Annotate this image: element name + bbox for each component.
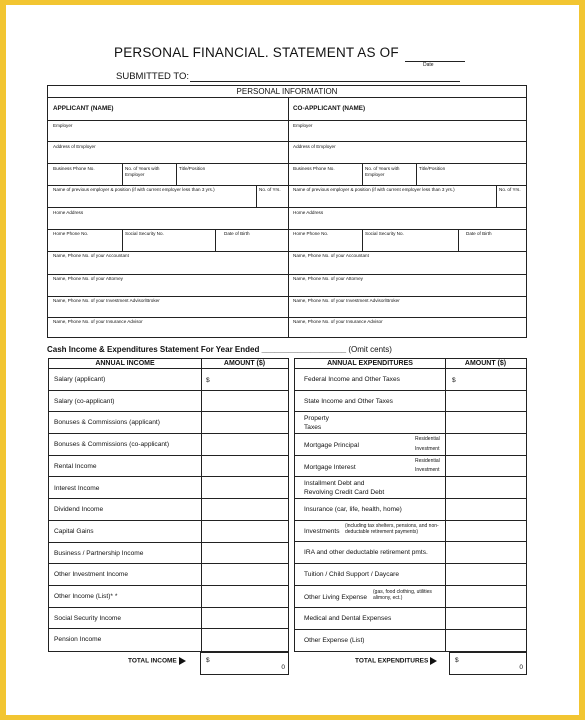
- employer-label: Employer: [53, 123, 73, 128]
- expense-row[interactable]: Other Expense (List): [304, 637, 365, 644]
- personal-information-table: [47, 85, 527, 338]
- co-dob-label: Date of Birth: [466, 231, 492, 236]
- date-label: Date: [423, 62, 434, 68]
- annual-expenditures-header: ANNUAL EXPENDITURES: [295, 359, 445, 369]
- insurance-label: Name, Phone No. of your Insurance Advisor: [53, 319, 143, 324]
- co-insurance-label: Name, Phone No. of your Insurance Advisor: [293, 319, 383, 324]
- income-row[interactable]: [49, 629, 288, 651]
- previous-employer-label: Name of previous employer & position (if with current employer less than 3 yrs.): [53, 187, 215, 192]
- arrow-right-icon: [430, 657, 437, 665]
- expense-row[interactable]: Installment Debt and Revolving Credit Card Debt: [295, 477, 526, 499]
- total-expenditures-value: 0: [519, 664, 523, 671]
- co-accountant-label: Name, Phone No. of your Accountant: [293, 253, 369, 258]
- attorney-label: Name, Phone No. of your Attorney: [53, 276, 123, 281]
- annual-expenditures-table: [294, 358, 527, 652]
- applicant-name-label: APPLICANT (NAME): [53, 105, 114, 112]
- income-row-label: Social Security Income: [54, 614, 122, 622]
- income-row-label: Interest Income: [54, 484, 100, 492]
- income-row[interactable]: [49, 543, 288, 565]
- co-advisor-label: Name, Phone No. of your Investment Advisor/Broker: [293, 298, 400, 303]
- personal-information-heading: PERSONAL INFORMATION: [48, 86, 526, 98]
- income-row-label: Salary (applicant): [54, 376, 106, 383]
- co-previous-employer-label: Name of previous employer & position (if with current employer less than 3 yrs.): [293, 187, 455, 192]
- income-row[interactable]: [49, 586, 288, 608]
- co-employer-label: Employer: [293, 123, 313, 128]
- co-no-of-yrs-label: No. of Yrs.: [499, 187, 521, 192]
- arrow-right-icon: [179, 657, 186, 665]
- income-amount-header: AMOUNT ($): [201, 359, 288, 369]
- employer-address-label: Address of Employer: [53, 144, 96, 149]
- expense-row[interactable]: Mortgage Principal Residential Investment: [295, 434, 526, 456]
- co-home-address-label: Home Address: [293, 210, 324, 215]
- income-row-label: Salary (co-applicant): [54, 397, 115, 405]
- expense-row[interactable]: Investments (including tax shelters, pensions, and non-deductable retirement payments): [295, 521, 526, 542]
- page-title: PERSONAL FINANCIAL. STATEMENT AS OF: [114, 45, 399, 60]
- expense-row[interactable]: IRA and other deductable retirement pmts.: [295, 542, 526, 564]
- income-row[interactable]: [49, 564, 288, 586]
- expenditure-amount-header: AMOUNT ($): [445, 359, 526, 369]
- expense-currency: $: [452, 377, 456, 384]
- income-row[interactable]: [49, 412, 288, 434]
- home-phone-label: Home Phone No.: [53, 231, 89, 236]
- coapplicant-name-label: CO-APPLICANT (NAME): [293, 105, 366, 112]
- co-title-position-label: Title/Position: [419, 166, 446, 171]
- annual-income-table: [48, 358, 289, 652]
- annual-income-header: ANNUAL INCOME: [49, 359, 201, 369]
- income-row-label: Dividend Income: [54, 506, 104, 514]
- business-phone-label: Business Phone No.: [53, 166, 95, 171]
- co-employer-address-label: Address of Employer: [293, 144, 336, 149]
- co-business-phone-label: Business Phone No.: [293, 166, 335, 171]
- total-income-value: 0: [281, 664, 285, 671]
- income-row[interactable]: [49, 369, 288, 391]
- total-income-currency: $: [206, 657, 210, 664]
- income-currency: $: [206, 377, 210, 384]
- home-address-label: Home Address: [53, 210, 84, 215]
- income-row[interactable]: [49, 391, 288, 413]
- submitted-to-label: SUBMITTED TO:: [116, 71, 190, 82]
- income-row-label: Bonuses & Commissions (applicant): [54, 419, 160, 427]
- total-expenditures-label: TOTAL EXPENDITURES: [355, 657, 437, 665]
- accountant-label: Name, Phone No. of your Accountant: [53, 253, 129, 258]
- income-row-label: Business / Partnership Income: [54, 549, 144, 557]
- income-row-label: Other Income (List)* *: [54, 593, 118, 600]
- cash-statement-heading: [47, 345, 392, 354]
- total-income-field[interactable]: [200, 652, 289, 675]
- co-attorney-label: Name, Phone No. of your Attorney: [293, 276, 363, 281]
- advisor-label: Name, Phone No. of your Investment Advisor/Broker: [53, 298, 160, 303]
- income-row[interactable]: [49, 521, 288, 543]
- co-ssn-label: Social Security No.: [365, 231, 404, 236]
- expense-row[interactable]: Other Living Expense (gas, food clothing, utilities alimony, ect.): [295, 586, 526, 608]
- no-of-yrs-label: No. of Yrs.: [259, 187, 281, 192]
- years-with-employer-label: No. of Years with Employer: [125, 166, 160, 177]
- ssn-label: Social Security No.: [125, 231, 164, 236]
- total-expenditures-field[interactable]: [449, 652, 527, 675]
- income-row-label: Other Investment Income: [54, 571, 129, 579]
- income-row-label: Bonuses & Commissions (co-applicant): [54, 441, 170, 449]
- expense-row[interactable]: Federal Income and Other Taxes $: [295, 369, 526, 391]
- income-row[interactable]: [49, 434, 288, 456]
- date-line[interactable]: [405, 61, 465, 62]
- expense-row[interactable]: Tuition / Child Support / Daycare: [295, 564, 526, 586]
- expense-row[interactable]: Medical and Dental Expenses: [295, 608, 526, 630]
- submitted-to-line[interactable]: [190, 81, 460, 82]
- income-row-label: Pension Income: [54, 636, 102, 644]
- expense-row[interactable]: State Income and Other Taxes: [295, 391, 526, 412]
- income-row[interactable]: [49, 499, 288, 521]
- total-income-label: TOTAL INCOME: [128, 657, 186, 665]
- omit-cents-label: (Omit cents): [348, 345, 392, 354]
- income-row[interactable]: [49, 608, 288, 630]
- income-row[interactable]: [49, 456, 288, 478]
- income-row-label: Capital Gains: [54, 527, 94, 535]
- income-row-label: Rental Income: [54, 462, 97, 470]
- expense-row[interactable]: Insurance (car, life, health, home): [295, 499, 526, 521]
- expense-row[interactable]: Property Taxes: [295, 412, 526, 434]
- dob-label: Date of Birth: [224, 231, 250, 236]
- co-years-with-employer-label: No. of Years with Employer: [365, 166, 400, 177]
- co-home-phone-label: Home Phone No.: [293, 231, 329, 236]
- title-position-label: Title/Position: [179, 166, 206, 171]
- income-row[interactable]: [49, 478, 288, 500]
- expense-row[interactable]: Mortgage Interest Residential Investment: [295, 456, 526, 477]
- cash-statement-label: Cash Income & Expenditures Statement For Year Ended ___________________: [47, 345, 347, 354]
- total-expenditures-currency: $: [455, 657, 459, 664]
